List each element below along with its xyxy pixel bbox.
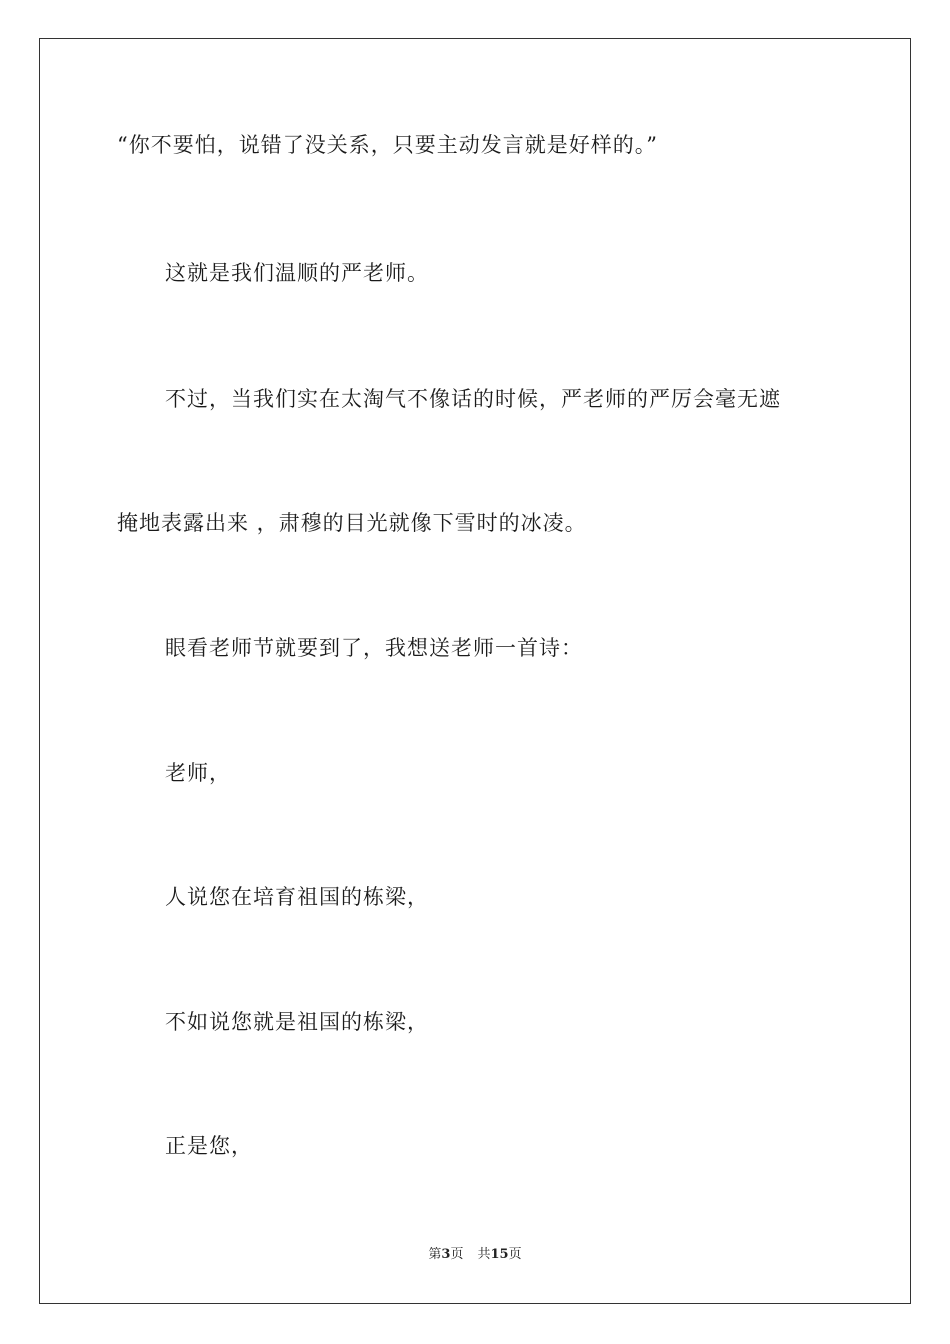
paragraph-line-1: “你不要怕，说错了没关系，只要主动发言就是好样的。” <box>117 133 658 157</box>
poem-line-2: 人说您在培育祖国的栋梁， <box>165 885 429 909</box>
footer-page-suffix: 页 <box>450 1247 464 1262</box>
poem-line-1: 老师， <box>165 761 231 785</box>
footer-total-pages: 15 <box>490 1247 509 1262</box>
paragraph-line-5: 眼看老师节就要到了，我想送老师一首诗： <box>165 636 583 660</box>
paragraph-line-4: 掩地表露出来 ，肃穆的目光就像下雪时的冰凌。 <box>117 511 587 535</box>
poem-line-3: 不如说您就是祖国的栋梁， <box>165 1010 429 1034</box>
page-footer <box>0 1246 950 1264</box>
footer-page-number: 3 <box>441 1247 451 1262</box>
footer-total-prefix: 共 <box>477 1247 491 1262</box>
footer-total-suffix: 页 <box>508 1247 522 1262</box>
paragraph-line-2: 这就是我们温顺的严老师。 <box>165 261 429 285</box>
footer-page-prefix: 第 <box>428 1247 442 1262</box>
page-border <box>39 38 911 1304</box>
poem-line-4: 正是您， <box>165 1134 253 1158</box>
paragraph-line-3: 不过，当我们实在太淘气不像话的时候，严老师的严厉会毫无遮 <box>165 387 781 411</box>
